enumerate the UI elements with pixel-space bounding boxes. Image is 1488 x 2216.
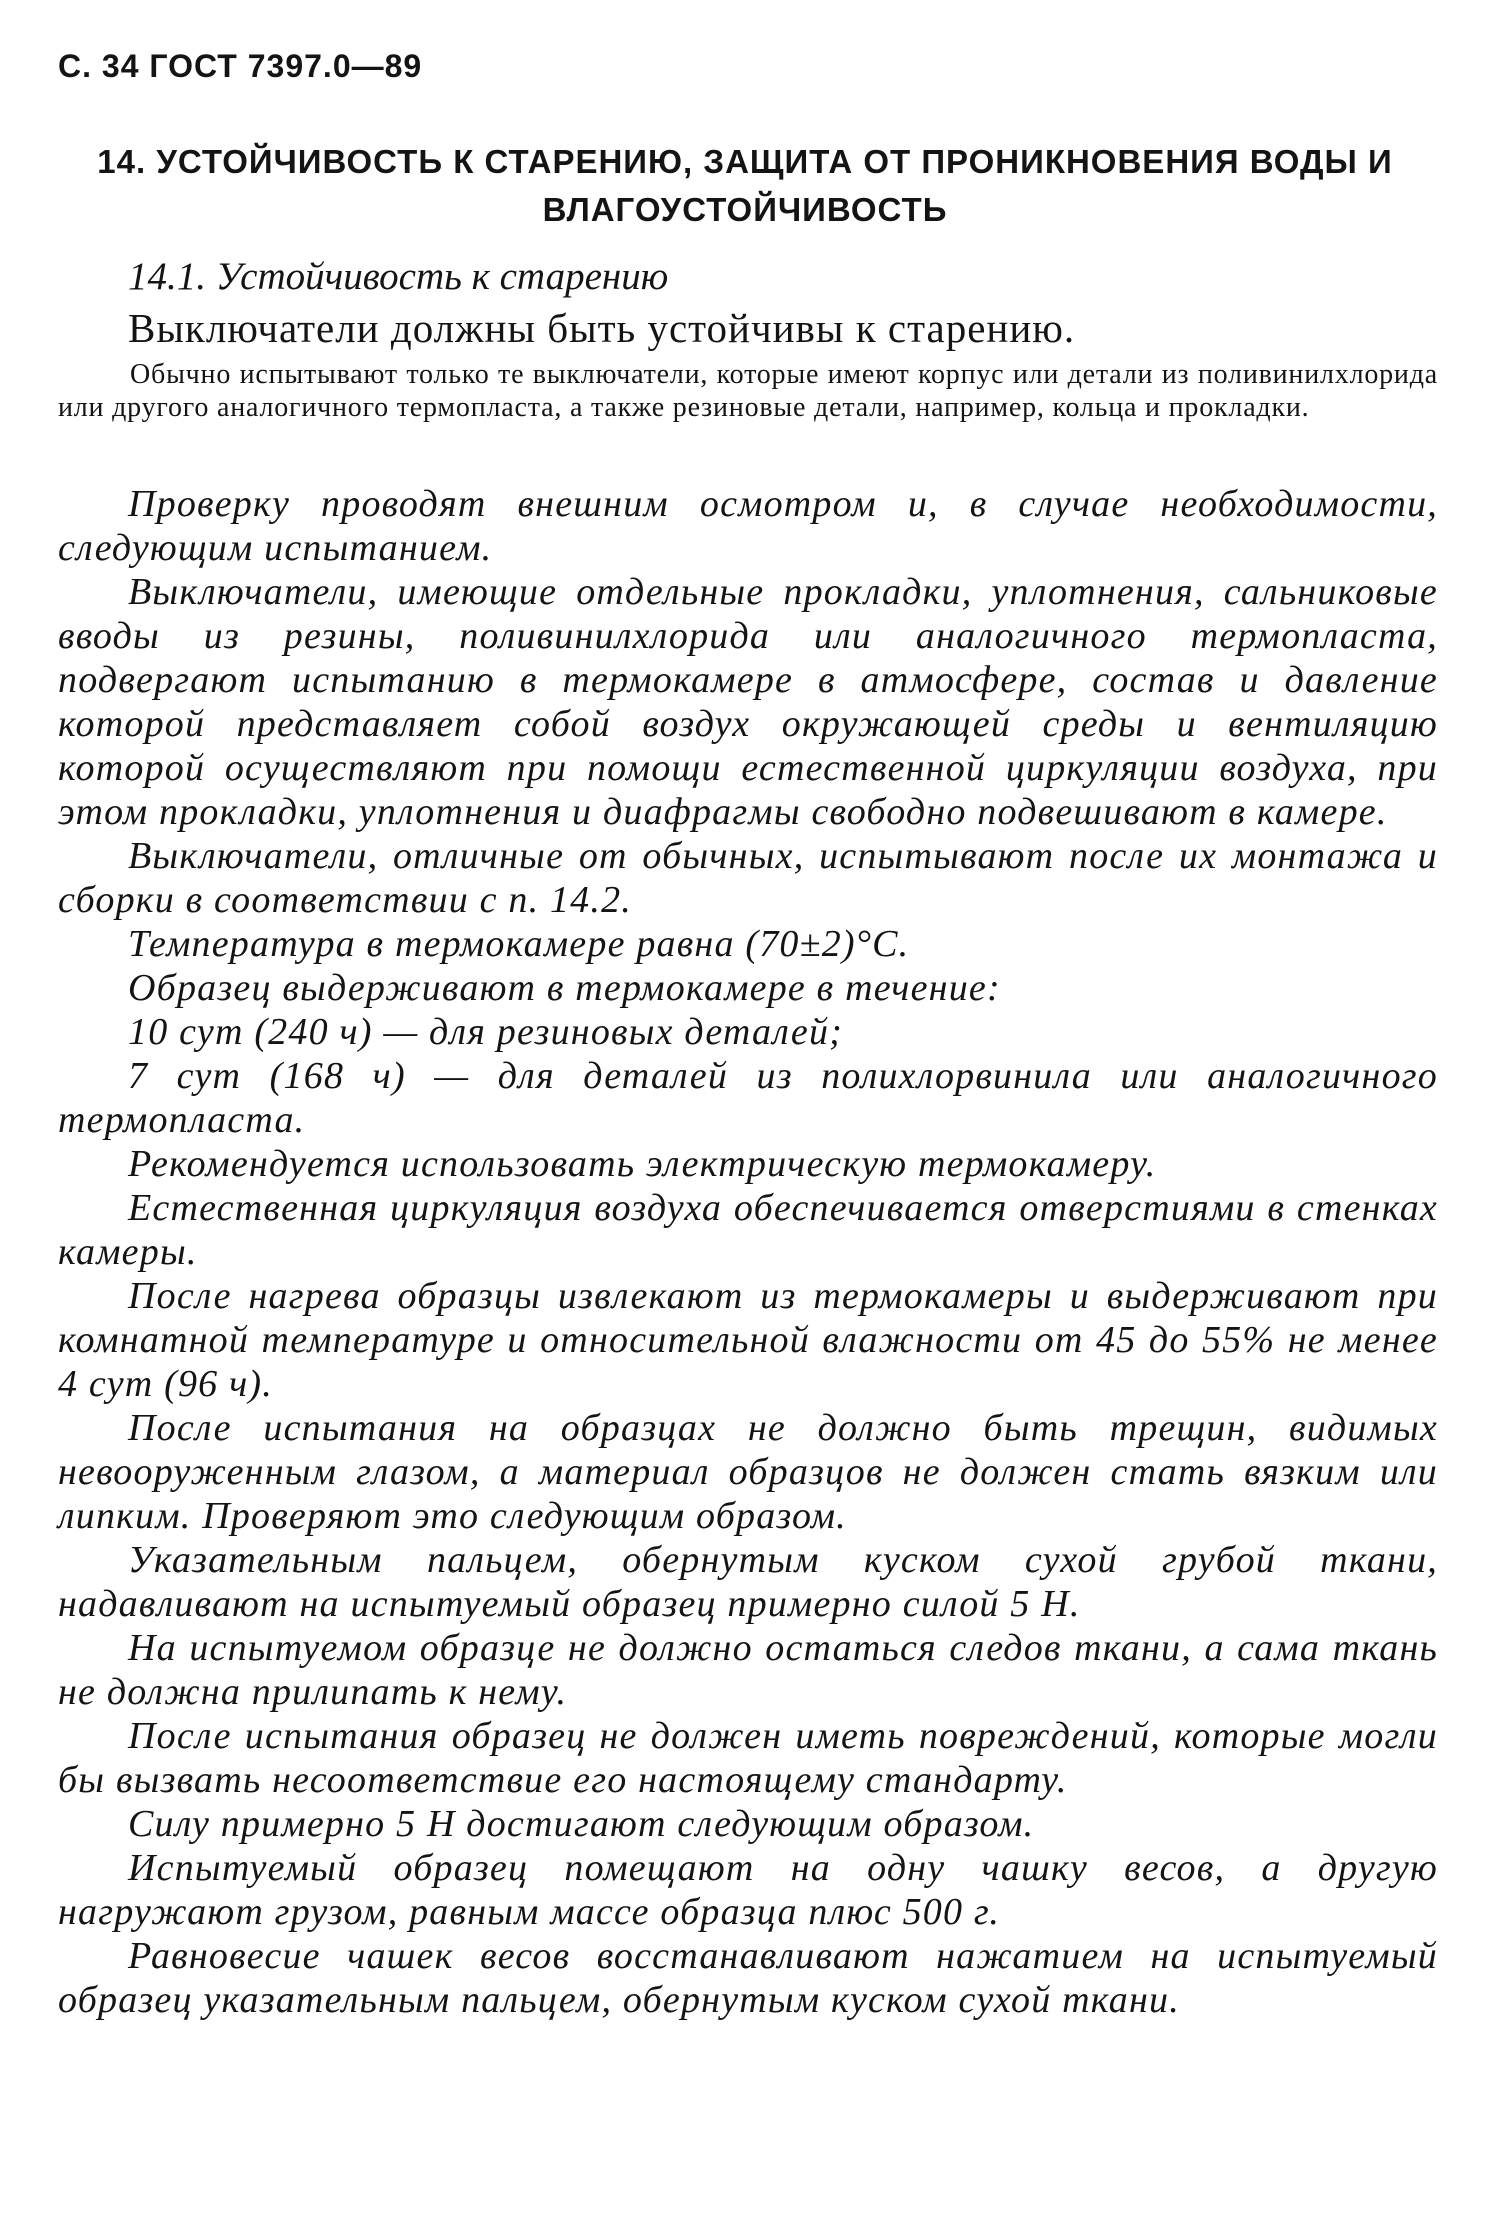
paragraph: После испытания образец не должен иметь повреждений, которые могли бы вызвать несоответствие его настоящему стандарту. [58,1715,1438,1801]
paragraph: Температура в термокамере равна (70±2)°С. [128,923,910,965]
paragraph: Рекомендуется использовать электрическую термокамеру. [128,1143,1157,1185]
requirement-text: Выключатели должны быть устойчивы к старению. [128,305,1076,351]
subsection-title: 14.1. Устойчивость к старению [128,255,669,298]
paragraph: Проверку проводят внешним осмотром и, в случае необходимости, следующим испытанием. [58,483,1438,569]
note-text: Обычно испытывают только те выключатели, которые имеют корпус или детали из поливинилхлорида или другого аналогичного термопласта, а также резиновые детали, например, кольца и прокладки. [58,359,1438,423]
body-text [58,482,1438,2022]
paragraph: Указательным пальцем, обернутым куском сухой грубой ткани, надавливают на испытуемый образец примерно силой 5 Н. [58,1539,1438,1625]
paragraph: 7 сут (168 ч) — для деталей из полихлорвинила или аналогичного термопласта. [58,1055,1438,1141]
paragraph: Образец выдерживают в термокамере в течение: [128,967,1001,1009]
paragraph: Естественная циркуляция воздуха обеспечивается отверстиями в стенках камеры. [58,1187,1438,1273]
paragraph: Силу примерно 5 Н достигают следующим образом. [128,1803,1035,1845]
paragraph: После нагрева образцы извлекают из термокамеры и выдерживают при комнатной температуре и относительной влажности от 45 до 55% не менее 4 сут (96 ч). [58,1275,1438,1405]
paragraph: Испытуемый образец помещают на одну чашку весов, а другую нагружают грузом, равным массе образца плюс 500 г. [58,1847,1438,1933]
section-title: 14. УСТОЙЧИВОСТЬ К СТАРЕНИЮ, ЗАЩИТА ОТ ПРОНИКНОВЕНИЯ ВОДЫ И ВЛАГОУСТОЙЧИВОСТЬ [97,143,1393,228]
paragraph: Выключатели, имеющие отдельные прокладки, уплотнения, сальниковые вводы из резины, поливинилхлорида или аналогичного термопласта, подвергают испытанию в термокамере в атмосфере, состав и давление которой представляет собой воздух окружающей среды и вентиляцию которой осуществляют при помощи естественной циркуляции воздуха, при этом прокладки, уплотнения и диафрагмы свободно подвешивают в камере. [58,571,1438,833]
paragraph: После испытания на образцах не должно быть трещин, видимых невооруженным глазом, а материал образцов не должен стать вязким или липким. Проверяют это следующим образом. [58,1407,1438,1537]
paragraph: На испытуемом образце не должно остаться следов ткани, а сама ткань не должна прилипать к нему. [58,1627,1438,1713]
paragraph: Равновесие чашек весов восстанавливают нажатием на испытуемый образец указательным пальцем, обернутым куском сухой ткани. [58,1935,1438,2021]
paragraph: Выключатели, отличные от обычных, испытывают после их монтажа и сборки в соответствии с п. 14.2. [58,835,1438,921]
page-header: С. 34 ГОСТ 7397.0—89 [58,48,423,84]
paragraph: 10 сут (240 ч) — для резиновых деталей; [128,1011,844,1053]
